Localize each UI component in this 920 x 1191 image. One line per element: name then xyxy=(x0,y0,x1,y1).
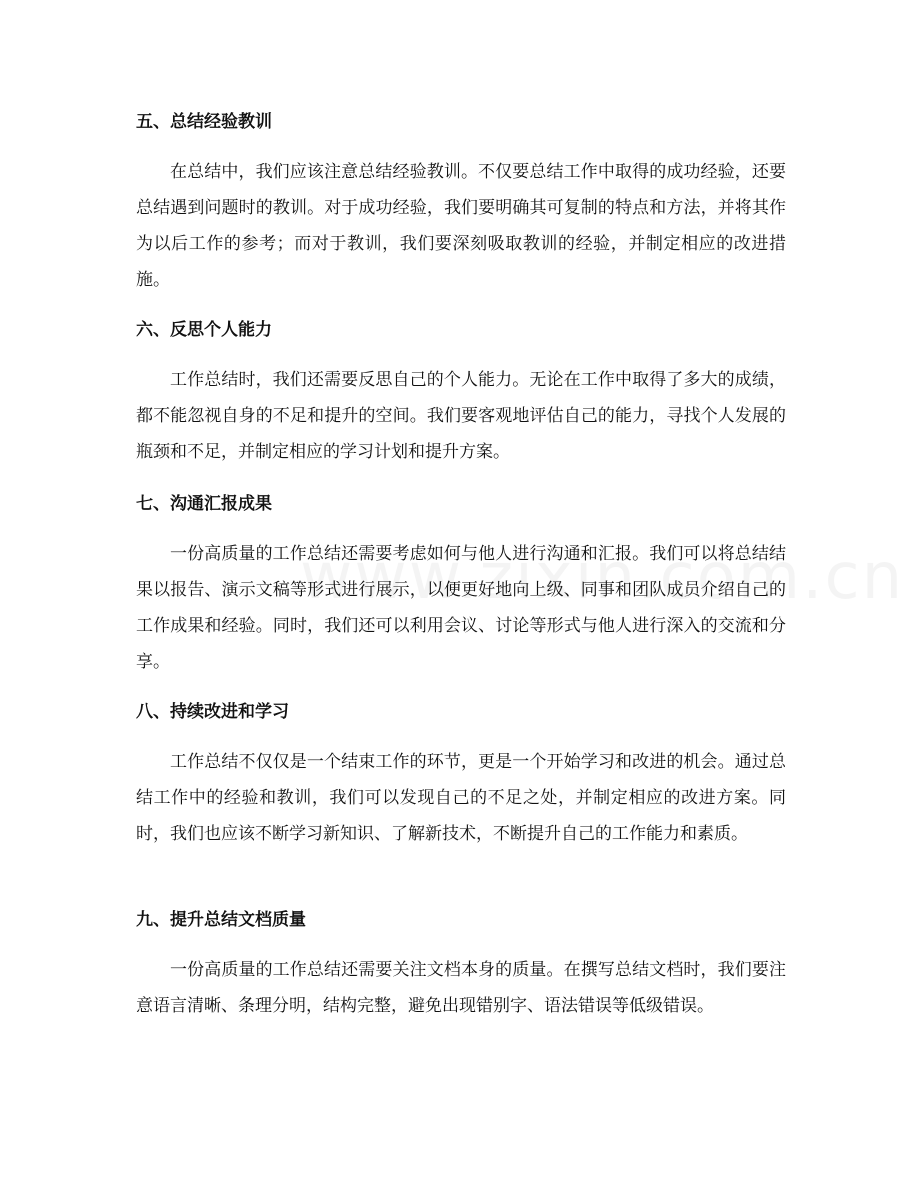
section-body-6: 工作总结时，我们还需要反思自己的个人能力。无论在工作中取得了多大的成绩，都不能忽视自身的不足和提升的空间。我们要客观地评估自己的能力，寻找个人发展的瓶颈和不足，并制定相应的学习计划和提升方案。 xyxy=(136,370,786,462)
section-heading-6: 六、反思个人能力 xyxy=(136,320,272,340)
section-heading-8: 八、持续改进和学习 xyxy=(136,702,289,722)
section-heading-7: 七、沟通汇报成果 xyxy=(136,494,272,514)
section-heading-9: 九、提升总结文档质量 xyxy=(136,910,306,930)
section-heading-5: 五、总结经验教训 xyxy=(136,112,272,132)
section-body-8: 工作总结不仅仅是一个结束工作的环节，更是一个开始学习和改进的机会。通过总结工作中的经验和教训，我们可以发现自己的不足之处，并制定相应的改进方案。同时，我们也应该不断学习新知识、了解新技术，不断提升自己的工作能力和素质。 xyxy=(136,752,786,844)
section-body-7: 一份高质量的工作总结还需要考虑如何与他人进行沟通和汇报。我们可以将总结结果以报告、演示文稿等形式进行展示，以便更好地向上级、同事和团队成员介绍自己的工作成果和经验。同时，我们还可以利用会议、讨论等形式与他人进行深入的交流和分享。 xyxy=(136,544,786,672)
section-body-5: 在总结中，我们应该注意总结经验教训。不仅要总结工作中取得的成功经验，还要总结遇到问题时的教训。对于成功经验，我们要明确其可复制的特点和方法，并将其作为以后工作的参考；而对于教训，我们要深刻吸取教训的经验，并制定相应的改进措施。 xyxy=(136,162,786,290)
section-body-9: 一份高质量的工作总结还需要关注文档本身的质量。在撰写总结文档时，我们要注意语言清晰、条理分明，结构完整，避免出现错别字、语法错误等低级错误。 xyxy=(136,960,786,1016)
